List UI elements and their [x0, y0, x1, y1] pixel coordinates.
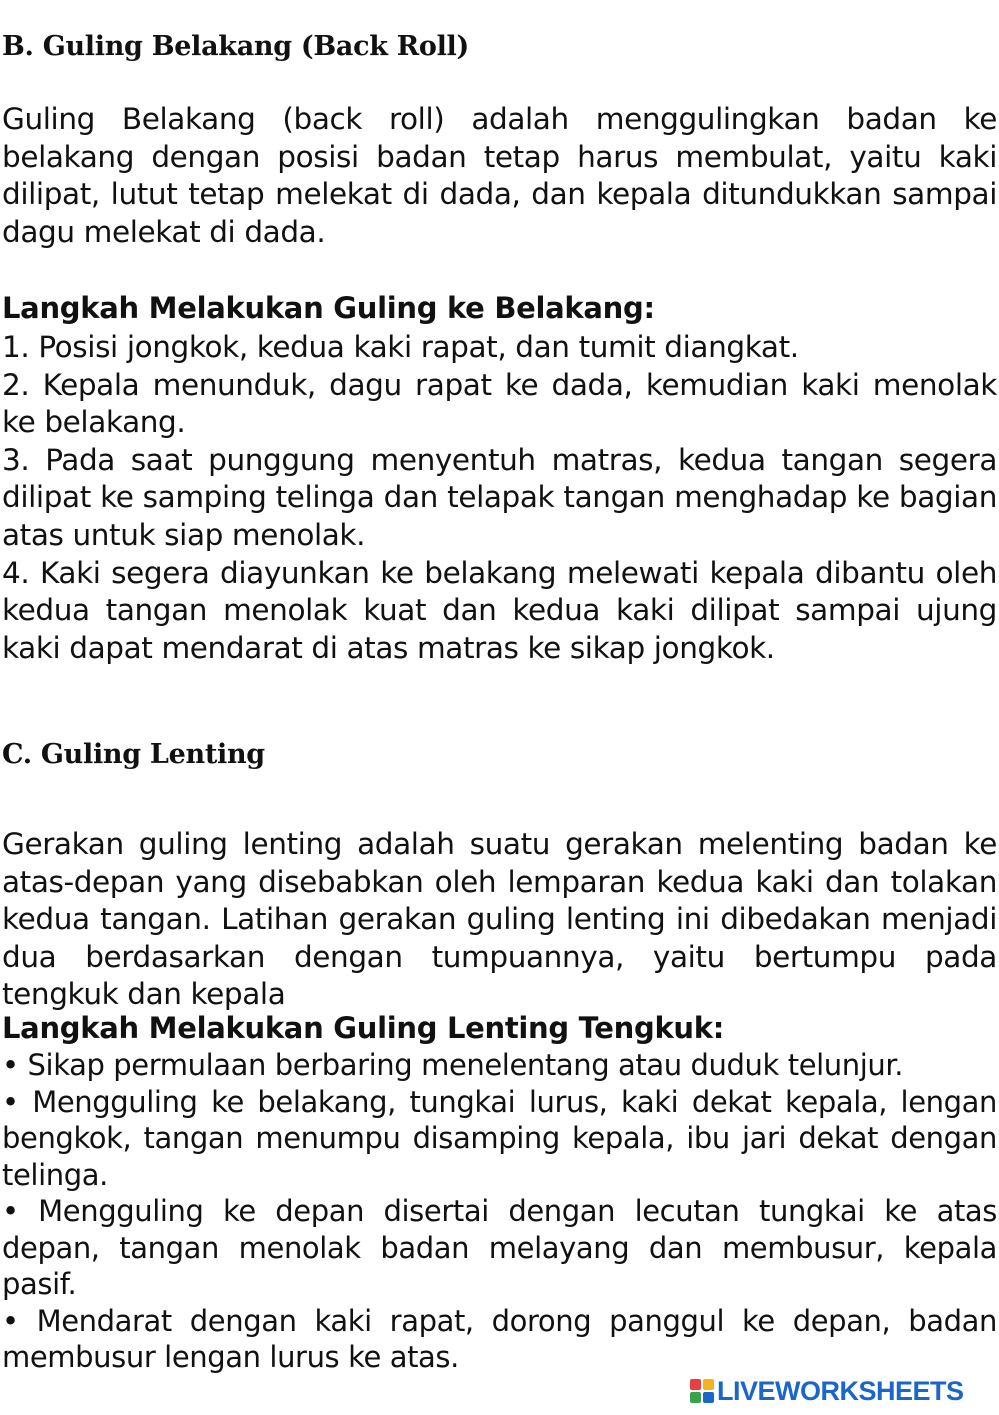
step-item: 2. Kepala menunduk, dagu rapat ke dada, kemudian kaki menolak ke belakang.	[2, 367, 997, 440]
section-c-intro: Gerakan guling lenting adalah suatu gerakan melenting badan ke atas-depan yang disebabkan oleh lemparan kedua kaki dan tolakan kedua tangan. Latihan gerakan guling lenting ini dibedakan menjadi dua berdasarkan dengan tumpuannya, yaitu bertumpu pada tengkuk dan kepala	[2, 827, 997, 1012]
liveworksheets-logo-icon	[690, 1379, 714, 1403]
section-c-steps-heading: Langkah Melakukan Guling Lenting Tengkuk:	[2, 1011, 725, 1045]
bullet-item: • Sikap permulaan berbaring menelentang atau duduk telunjur.	[2, 1048, 904, 1082]
step-item: 4. Kaki segera diayunkan ke belakang melewati kepala dibantu oleh kedua tangan menolak kuat dan kedua kaki dilipat sampai ujung kaki dapat mendarat di atas matras ke sikap jongkok.	[2, 555, 997, 665]
section-b-title: B. Guling Belakang (Back Roll)	[2, 31, 469, 62]
step-item: 1. Posisi jongkok, kedua kaki rapat, dan tumit diangkat.	[2, 330, 799, 364]
step-item: 3. Pada saat punggung menyentuh matras, kedua tangan segera dilipat ke samping telinga dan telapak tangan menghadap ke bagian atas untuk siap menolak.	[2, 442, 997, 552]
section-c-title: C. Guling Lenting	[2, 739, 265, 770]
watermark-text: LIVEWORKSHEETS	[717, 1375, 964, 1406]
section-b-steps	[2, 329, 997, 667]
section-b-intro: Guling Belakang (back roll) adalah menggulingkan badan ke belakang dengan posisi badan tetap harus membulat, yaitu kaki dilipat, lutut tetap melekat di dada, dan kepala ditundukkan sampai dagu melekat di dada.	[2, 102, 997, 249]
section-c-steps	[2, 1047, 997, 1376]
bullet-item: • Mengguling ke depan disertai dengan lecutan tungkai ke atas depan, tangan menolak badan melayang dan membusur, kepala pasif.	[2, 1194, 997, 1301]
section-b-steps-heading: Langkah Melakukan Guling ke Belakang:	[2, 291, 655, 325]
bullet-item: • Mendarat dengan kaki rapat, dorong panggul ke depan, badan membusur lengan lurus ke atas.	[2, 1303, 997, 1374]
bullet-item: • Mengguling ke belakang, tungkai lurus, kaki dekat kepala, lengan bengkok, tangan menumpu disamping kepala, ibu jari dekat dengan telinga.	[2, 1084, 997, 1192]
liveworksheets-watermark	[690, 1376, 964, 1406]
